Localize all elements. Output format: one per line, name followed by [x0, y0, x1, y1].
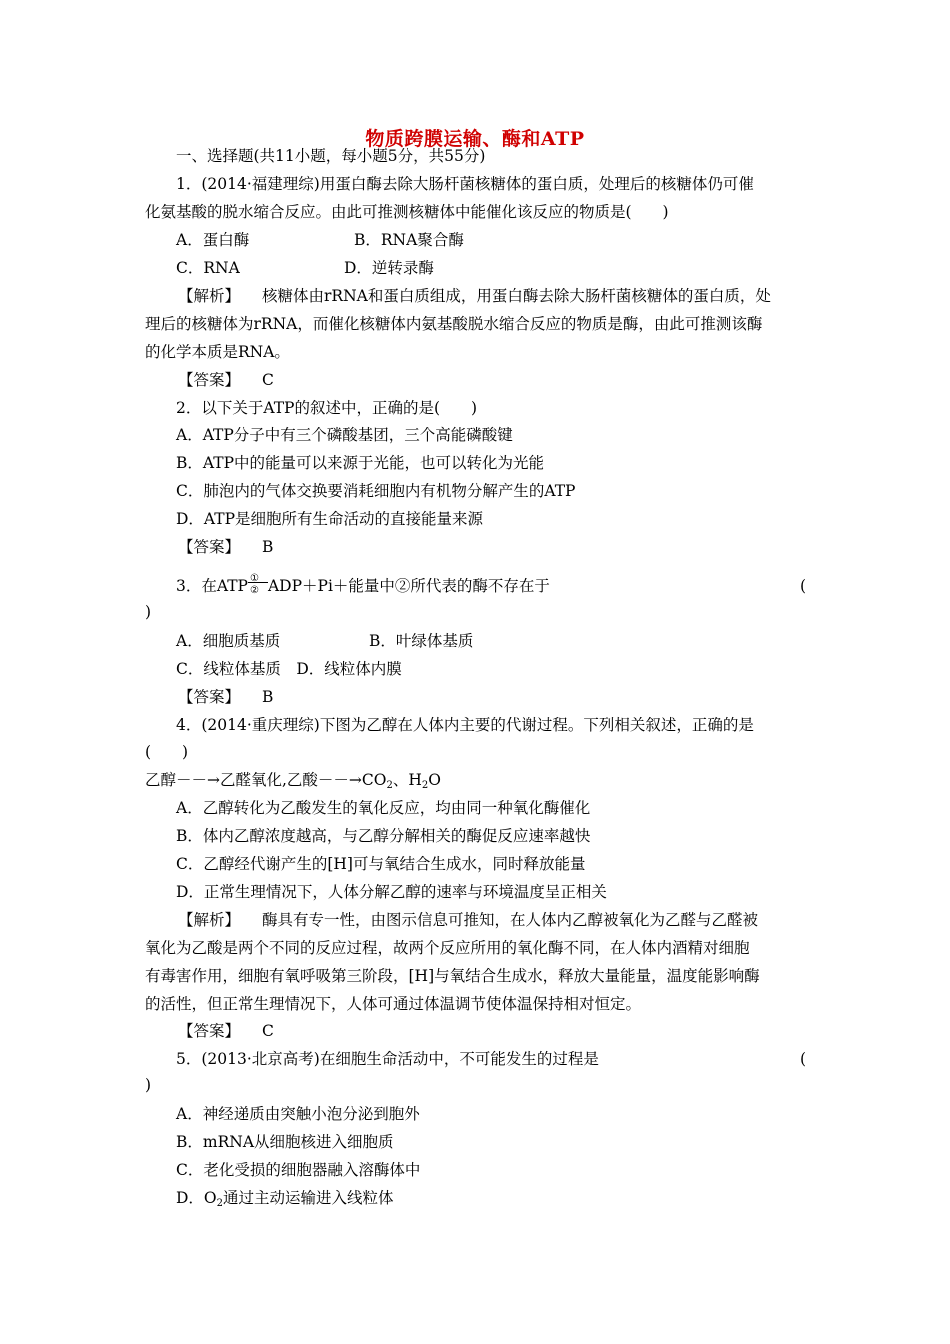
q4-analysis-tag: 【解析】	[178, 911, 241, 929]
q1-stem-line1: 1．(2014·福建理综)用蛋白酶去除大肠杆菌核糖体的蛋白质，处理后的核糖体仍可催	[176, 175, 754, 193]
q4-answer: C	[262, 1022, 274, 1040]
q4-option-c: C．乙醇经代谢产生的[H]可与氧结合生成水，同时释放能量	[176, 855, 586, 873]
q3-option-b: B．叶绿体基质	[369, 632, 474, 650]
h2o-subscript: 2	[421, 780, 429, 791]
q3-option-cd: C．线粒体基质 D．线粒体内膜	[176, 660, 402, 678]
o2-subscript: 2	[216, 1198, 224, 1209]
q1-stem-line2: 化氨基酸的脱水缩合反应。由此可推测核糖体中能催化该反应的物质是( )	[145, 203, 669, 221]
q5-option-d-prefix: D．O	[176, 1189, 217, 1207]
q1-option-a: A．蛋白酶	[176, 231, 250, 249]
q3-answer: B	[262, 688, 274, 706]
q1-option-d: D．逆转录酶	[344, 259, 434, 277]
q2-answer-tag: 【答案】	[178, 538, 241, 556]
q4-analysis-line4: 的活性，但正常生理情况下，人体可通过体温调节使体温保持相对恒定。	[145, 995, 642, 1013]
q3-stem	[176, 573, 550, 596]
q5-option-c: C．老化受损的细胞器融入溶酶体中	[176, 1161, 421, 1179]
q2-answer: B	[262, 538, 274, 556]
q1-analysis-line2: 理后的核糖体为rRNA，而催化核糖体内氨基酸脱水缩合反应的物质是酶，由此可推测该酶	[145, 315, 763, 333]
q4-option-b: B．体内乙醇浓度越高，与乙醇分解相关的酶促反应速率越快	[176, 827, 591, 845]
q4-paren: ( )	[145, 743, 189, 761]
q2-option-c: C．肺泡内的气体交换要消耗细胞内有机物分解产生的ATP	[176, 482, 576, 500]
q3-answer-tag: 【答案】	[178, 688, 241, 706]
q4-option-a: A．乙醇转化为乙酸发生的氧化反应，均由同一种氧化酶催化	[176, 799, 591, 817]
page-title: 物质跨膜运输、酶和ATP	[365, 128, 585, 150]
pathway-text-2: 、H	[392, 771, 422, 789]
q2-option-d: D．ATP是细胞所有生命活动的直接能量来源	[176, 510, 484, 528]
q3-stem-end: ADP＋Pi＋能量中②所代表的酶不存在于	[267, 577, 550, 595]
q1-analysis-line3: 的化学本质是RNA。	[145, 343, 290, 361]
arrow-label-1: ①	[249, 573, 259, 584]
q4-answer-tag: 【答案】	[178, 1022, 241, 1040]
q2-stem: 2．以下关于ATP的叙述中，正确的是( )	[176, 399, 478, 417]
q5-option-d-text: 通过主动运输进入线粒体	[223, 1189, 394, 1207]
q3-paren-close: )	[145, 603, 152, 621]
pathway-text: 乙醇－－→乙醛氧化,乙酸－－→CO	[145, 771, 387, 789]
q1-option-b: B．RNA聚合酶	[354, 231, 464, 249]
q1-option-c: C．RNA	[176, 259, 240, 277]
co2-subscript: 2	[386, 780, 393, 791]
q4-analysis-line1: 酶具有专一性，由图示信息可推知，在人体内乙醇被氧化为乙醛与乙醛被	[262, 911, 759, 929]
q5-option-b: B．mRNA从细胞核进入细胞质	[176, 1133, 394, 1151]
q1-analysis-tag: 【解析】	[178, 287, 241, 305]
q4-option-d: D．正常生理情况下，人体分解乙醇的速率与环境温度呈正相关	[176, 883, 607, 901]
q4-pathway	[145, 770, 441, 796]
q2-option-a: A．ATP分子中有三个磷酸基团，三个高能磷酸键	[176, 426, 513, 444]
q2-option-b: B．ATP中的能量可以来源于光能，也可以转化为光能	[176, 454, 545, 472]
q1-answer-tag: 【答案】	[178, 371, 241, 389]
reversible-arrow-icon	[248, 573, 268, 596]
q5-option-d	[176, 1188, 394, 1214]
q5-stem: 5．(2013·北京高考)在细胞生命活动中，不可能发生的过程是	[176, 1050, 599, 1068]
q5-paren-open: (	[800, 1050, 807, 1068]
section-heading: 一、选择题(共11小题，每小题5分，共55分)	[176, 147, 486, 165]
q4-stem: 4．(2014·重庆理综)下图为乙醇在人体内主要的代谢过程。下列相关叙述，正确的是	[176, 716, 754, 734]
q3-paren-open: (	[800, 577, 807, 595]
q1-answer: C	[262, 371, 274, 389]
q3-option-a: A．细胞质基质	[176, 632, 281, 650]
q1-analysis-line1: 核糖体由rRNA和蛋白质组成，用蛋白酶去除大肠杆菌核糖体的蛋白质，处	[262, 287, 771, 305]
q5-option-a: A．神经递质由突触小泡分泌到胞外	[176, 1105, 420, 1123]
arrow-label-2: ②	[249, 585, 259, 596]
q5-paren-close: )	[145, 1076, 152, 1094]
q3-stem-start: 3．在ATP	[176, 577, 248, 595]
pathway-text-3: O	[428, 771, 441, 789]
q4-analysis-line2: 氧化为乙酸是两个不同的反应过程，故两个反应所用的氧化酶不同，在人体内酒精对细胞	[145, 939, 750, 957]
q4-analysis-line3: 有毒害作用，细胞有氧呼吸第三阶段，[H]与氧结合生成水，释放大量能量，温度能影响酶	[145, 967, 760, 985]
